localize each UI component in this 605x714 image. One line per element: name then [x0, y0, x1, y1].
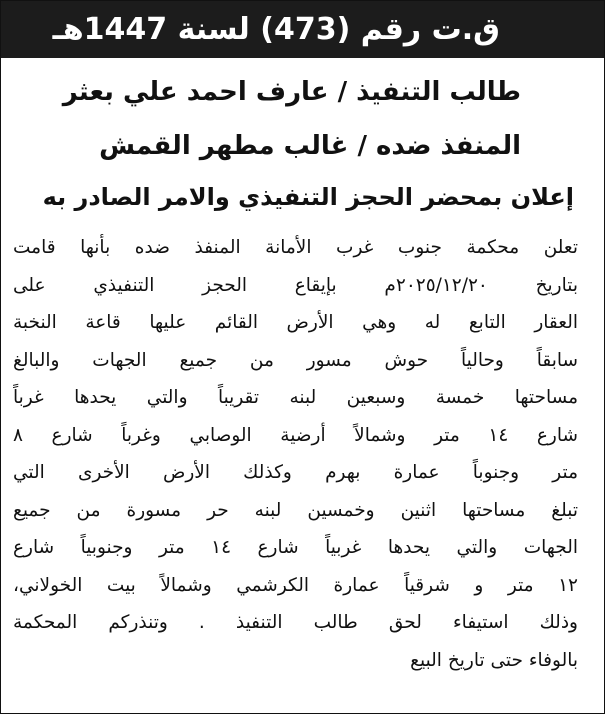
- notice-body: [13, 229, 578, 679]
- body-line: العقار التابع له وهي الأرض القائم عليها قاعة النخبة: [13, 312, 578, 333]
- body-line: تعلن محكمة جنوب غرب الأمانة المنفذ ضده بأنها قامت: [13, 237, 578, 258]
- body-line: بتاريخ ٢٠٢٥/١٢/٢٠م بإيقاع الحجز التنفيذي على: [13, 274, 578, 296]
- body-line: تبلغ مساحتها اثنين وخمسين لبنه حر مسورة من جميع: [13, 499, 578, 521]
- body-line: سابقاً وحالياً حوش مسور من جميع الجهات والبالغ: [13, 349, 578, 371]
- notice-subject-heading: إعلان بمحضر الحجز التنفيذي والامر الصادر به: [42, 183, 574, 211]
- notice-title: ق.ت رقم (473) لسنة 1447هـ: [52, 12, 500, 47]
- respondent-heading: المنفذ ضده / غالب مطهر القمش: [99, 131, 521, 161]
- applicant-heading: طالب التنفيذ / عارف احمد علي بعثر: [62, 77, 521, 107]
- body-line: ١٢ متر و شرقياً عمارة الكرشمي وشمالاً بيت الخولاني،: [13, 574, 578, 596]
- body-line: مساحتها خمسة وسبعين لبنه تقريباً والتي يحدها غرباً: [13, 387, 578, 408]
- body-line: الجهات والتي يحدها غربياً شارع ١٤ متر وجنوبياً شارع: [13, 537, 578, 558]
- notice-header-bar: [1, 1, 604, 58]
- body-line: متر وجنوباً عمارة بهرم وكذلك الأرض الأخرى التي: [13, 462, 578, 483]
- body-line: وذلك استيفاء لحق طالب التنفيذ . وتنذركم المحكمة: [13, 612, 578, 633]
- body-line: شارع ١٤ متر وشمالاً أرضية الوصابي وغرباً شارع ٨: [13, 424, 578, 446]
- body-line: بالوفاء حتى تاريخ البيع: [410, 649, 578, 671]
